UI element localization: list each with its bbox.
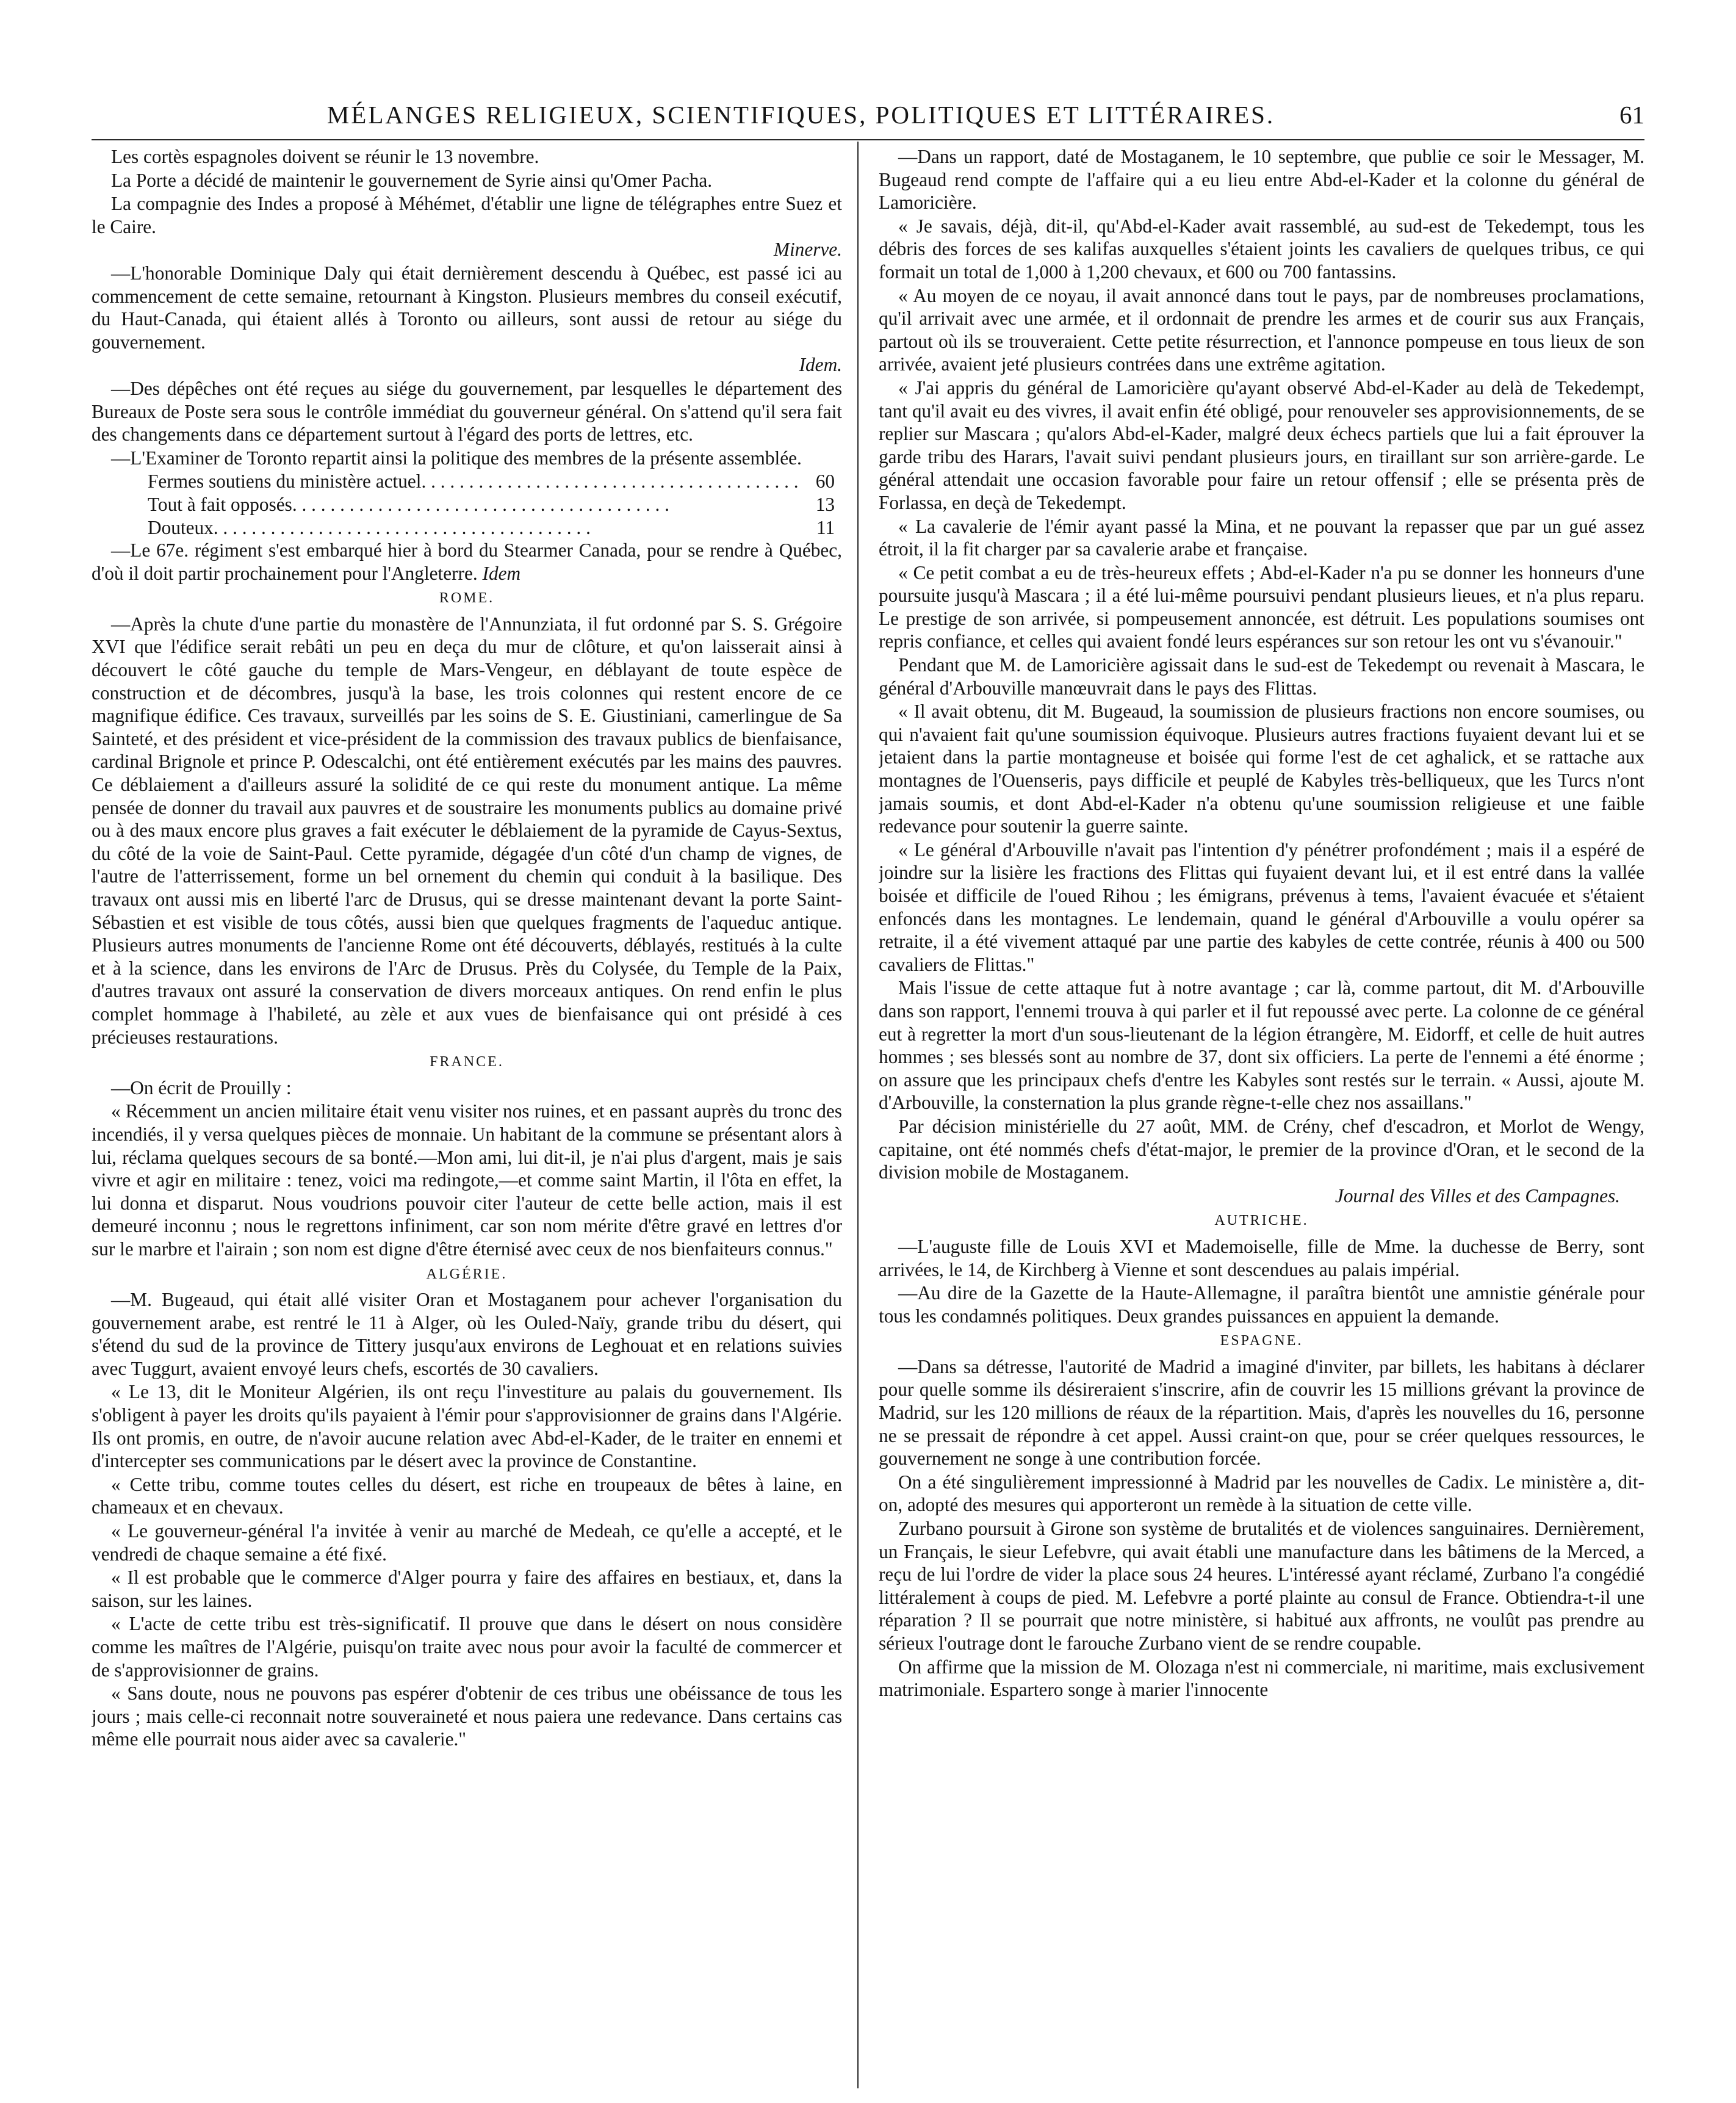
paragraph: « Le 13, dit le Moniteur Algérien, ils ont reçu l'investiture au palais du gouvernement. Ils s'obligent à payer les droits qu'ils payaient à l'émir pour s'approvisionner de grains dans l'Algérie. Ils ont promis, en outre, de n'avoir aucune relation avec Abd-el-Kader, de le traiter en ennemi et d'intercepter ses communications par le désert avec la province de Constantine. bbox=[92, 1381, 842, 1472]
paragraph: « Récemment un ancien militaire était venu visiter nos ruines, et en passant auprès du tronc des incendiés, il y versa quelques pièces de monnaie. Un habitant de la commune se présentant alors à lui, réclama quelques secours de sa bonté.—Mon ami, lui dit-il, je n'ai plus d'argent, mais je sais vivre et agir en militaire : tenez, voici ma redingote,—et comme saint Martin, il l'ôta en effet, la lui donna et disparut. Nous voudrions pouvoir citer l'auteur de cette belle action, mais il est demeuré inconnu ; nous le regrettons infiniment, car son nom mérite d'être gravé en lettres d'or sur le marbre et l'airain ; son nom est digne d'être éternisé avec ceux de nos bienfaiteurs connus." bbox=[92, 1100, 842, 1260]
section-heading-autriche: AUTRICHE. bbox=[1214, 1213, 1309, 1229]
right-column bbox=[879, 145, 1644, 2086]
paragraph: « Sans doute, nous ne pouvons pas espérer d'obtenir de ces tribus une obéissance de tous les jours ; mais celle-ci reconnait notre souveraineté et nous paiera une redevance. Dans certains cas même elle pourrait nous aider avec sa cavalerie." bbox=[92, 1683, 842, 1750]
tally-row bbox=[92, 493, 842, 516]
paragraph: « Je savais, déjà, dit-il, qu'Abd-el-Kader avait rassemblé, au sud-est de Tekedempt, tous les débris des forces de ses kalifas auxquelles s'étaient joints les cavaliers de quelques tribus, ce qui formait un total de 1,000 à 1,200 chevaux, et 600 ou 700 fantassins. bbox=[879, 215, 1644, 283]
paragraph: —M. Bugeaud, qui était allé visiter Oran et Mostaganem pour achever l'organisation du gouvernement arabe, est rentré le 11 à Alger, où les Ouled-Naïy, grande tribu du désert, qui s'étend du sud de la province de Tittery jusqu'aux environs de Leghouat et en relations suivies avec Tuggurt, avaient envoyé leurs chefs, escortés de 30 cavaliers. bbox=[92, 1289, 842, 1379]
tally-label: Douteux. . . . bbox=[148, 516, 802, 539]
paragraph: La Porte a décidé de maintenir le gouvernement de Syrie ainsi qu'Omer Pacha. bbox=[111, 169, 713, 191]
tally-row bbox=[92, 516, 842, 539]
paragraph: « Au moyen de ce noyau, il avait annoncé dans tout le pays, par de nombreuses proclamations, qu'il arrivait avec une armée, et il ordonnait de prendre les armes et de courir sus aux Français, partout où ils se trouveraient. Cette petite résurrection, et l'annonce pompeuse en tous lieux de son arrivée, avaient jeté plusieurs contrées dans une extrême agitation. bbox=[879, 284, 1644, 375]
paragraph: « J'ai appris du général de Lamoricière qu'ayant observé Abd-el-Kader au delà de Tekedempt, tant qu'il avait eu des vivres, il avait enfin été obligé, pour renouveler ses approvisionnements, de se replier sur Mascara ; qu'alors Abd-el-Kader, malgré deux échecs partiels que lui a fait éprouver la garde tribu des Harars, l'avait suivi pendant plusieurs jours, en tiraillant sur son arrière-garde. Le général attendait une occasion favorable pour faire un retour offensif ; elle se présenta près de Forlassa, en deçà de Tekedempt. bbox=[879, 377, 1644, 513]
section-heading-espagne: ESPAGNE. bbox=[1220, 1333, 1303, 1349]
paragraph bbox=[92, 192, 842, 261]
paragraph bbox=[92, 539, 842, 585]
paragraph: « La cavalerie de l'émir ayant passé la Mina, et ne pouvant la repasser que par un gué assez étroit, il la fit charger par sa cavalerie arabe et française. bbox=[879, 515, 1644, 560]
paragraph: —Après la chute d'une partie du monastère de l'Annunziata, il fut ordonné par S. S. Grégoire XVI que l'édifice serait rebâti un peu en deça du mur de clôture, et qu'on laisserait ainsi à découvert le côté gauche du temple de Mars-Vengeur, en déblayant de toute espèce de construction et de décombres, jusqu'à la base, les trois colonnes qui restent encore de ce magnifique édifice. Ces travaux, surveillés par les soins de S. E. Giustiniani, camerlingue de Sa Sainteté, et des président et vice-président de la commission des travaux publics de bienfaisance, cardinal Brignole et prince P. Odescalchi, ont été entièrement exécutés par les mains des pauvres. Ce déblaiement a d'ailleurs assuré la solidité de ce qui reste du monument antique. La même pensée de donner du travail aux pauvres et de soustraire les monuments publics au domaine privé ou à des maux encore plus graves a fait exécuter le déblaiement de la pyramide de Cayus-Sextus, du côté de la voie de Saint-Paul. Cette pyramide, dégagée d'un côté d'un champ de vignes, de l'autre de l'atterrissement, forme un bel ornement du chemin qui conduit à la basilique. Des travaux ont aussi mis en liberté l'arc de Drusus, qui se dresse maintenant devant la porte Saint-Sébastien et est visible de tous côtés, aussi bien que quelques fragments de l'aqueduc antique. Plusieurs autres monuments de l'ancienne Rome ont été découverts, déblayés, restitués à la culte et à la science, dans les environs de l'Arc de Drusus. Près du Colysée, du Temple de la Paix, d'autres travaux ont assuré la conservation de divers morceaux antiques. On rend enfin le plus complet hommage à l'habileté, au zèle et aux vues de bienfaisance qui ont présidé à ces précieuses restaurations. bbox=[92, 613, 842, 1048]
tally-label: Fermes soutiens du ministère actuel. . . . bbox=[148, 470, 802, 493]
paragraph bbox=[92, 262, 842, 377]
paragraph-text: La compagnie des Indes a proposé à Méhémet, d'établir une ligne de télégraphes entre Suez et le Caire. bbox=[92, 193, 842, 237]
paragraph: —L'Examiner de Toronto repartit ainsi la politique des membres de la présente assemblée. bbox=[111, 447, 802, 469]
paragraph: « Le gouverneur-général l'a invitée à venir au marché de Medeah, ce qu'elle a accepté, et le vendredi de chaque semaine a été fixé. bbox=[92, 1520, 842, 1565]
paragraph: Par décision ministérielle du 27 août, MM. de Crény, chef d'escadron, et Morlot de Wengy, capitaine, ont été nommés chefs d'état-major, le premier de la province d'Oran, et le second de la division mobile de Mostaganem. bbox=[879, 1115, 1644, 1183]
section-heading-rome: ROME. bbox=[439, 590, 495, 607]
paragraph: —On écrit de Prouilly : bbox=[111, 1077, 292, 1098]
paragraph: « Il avait obtenu, dit M. Bugeaud, la soumission de plusieurs fractions non encore soumises, ou qui n'avaient fait qu'une soumission équivoque. Plusieurs autres fractions fuyaient devant lui et se jetaient dans la partie montagneuse et boisée qui forme l'est de cet aghalick, et se rattache aux montagnes de l'Ouenseris, pays difficile et peuplé de Kabyles très-belliqueux, que les Turcs n'ont jamais soumis, et dont Abd-el-Kader n'a obtenu qu'une soumission religieuse et une faible redevance pour soutenir la guerre sainte. bbox=[879, 701, 1644, 837]
paragraph: « L'acte de cette tribu est très-significatif. Il prouve que dans le désert on nous considère comme les maîtres de l'Algérie, puisqu'on traite avec nous pour avoir la faculté de commercer et de s'approvisionner de grains. bbox=[92, 1613, 842, 1681]
paragraph: « Le général d'Arbouville n'avait pas l'intention d'y pénétrer profondément ; mais il a espéré de joindre sur la lisière les fractions des Flittas qui fuyaient devant lui, et il est entré dans la vallée boisée et difficile de l'oued Rihou ; les émigrans, prévenus à tems, l'avaient évacuée et s'étaient enfoncés dans les montagnes. Le lendemain, quand le général d'Arbouville a voulu opérer sa retraite, il a été vivement attaqué par une partie des kabyles de cette contrée, réunis à 400 ou 500 cavaliers de Flittas." bbox=[879, 839, 1644, 975]
paragraph: On a été singulièrement impressionné à Madrid par les nouvelles de Cadix. Le ministère a, dit-on, adopté des mesures qui apporteront un remède à la situation de cette ville. bbox=[879, 1471, 1644, 1516]
tally-row bbox=[92, 470, 842, 493]
paragraph-text: —Le 67e. régiment s'est embarqué hier à bord du Stearmer Canada, pour se rendre à Québec, d'où il doit partir prochainement pour l'Angleterre. bbox=[92, 539, 842, 584]
source-tag: Idem. bbox=[799, 354, 842, 376]
section-heading-france: FRANCE. bbox=[430, 1054, 504, 1070]
page-title: MÉLANGES RELIGIEUX, SCIENTIFIQUES, POLITIQUES ET LITTÉRAIRES. bbox=[326, 101, 1275, 129]
paragraph: —Au dire de la Gazette de la Haute-Allemagne, il paraîtra bientôt une amnistie générale pour tous les condamnés politiques. Deux grandes puissances en appuient la demande. bbox=[879, 1282, 1644, 1327]
tally-label: Tout à fait opposés. . . . bbox=[148, 493, 802, 516]
paragraph: —L'auguste fille de Louis XVI et Mademoiselle, fille de Mme. la duchesse de Berry, sont arrivées, le 14, de Kirchberg à Vienne et sont descendues au palais impérial. bbox=[879, 1235, 1644, 1280]
tally-value: 60 bbox=[815, 471, 835, 492]
paragraph: « Cette tribu, comme toutes celles du désert, est riche en troupeaux de bêtes à laine, en chameaux et en chevaux. bbox=[92, 1473, 842, 1518]
tally-value: 11 bbox=[816, 516, 835, 538]
tally-value: 13 bbox=[815, 493, 835, 515]
paragraph: —Des dépêches ont été reçues au siége du gouvernement, par lesquelles le département des Bureaux de Poste sera sous le contrôle immédiat du gouverneur général. On s'attend qu'il sera fait des changements dans ce département surtout à l'égard des ports de lettres, etc. bbox=[92, 377, 842, 445]
source-tag: Idem bbox=[482, 562, 521, 584]
source-tag: Journal des Villes et des Campagnes. bbox=[1334, 1185, 1620, 1207]
paragraph: On affirme que la mission de M. Olozaga n'est ni commerciale, ni maritime, mais exclusivement matrimoniale. Espartero songe à marier l'innocente bbox=[879, 1656, 1644, 1701]
column-divider bbox=[857, 142, 859, 2088]
tally-table bbox=[92, 470, 842, 539]
page-header bbox=[79, 98, 1644, 142]
paragraph: Pendant que M. de Lamoricière agissait dans le sud-est de Tekedempt ou revenait à Mascara, le général d'Arbouville manœuvrait dans le pays des Flittas. bbox=[879, 654, 1644, 699]
page-number: 61 bbox=[1619, 101, 1644, 129]
paragraph: —Dans sa détresse, l'autorité de Madrid a imaginé d'inviter, par billets, les habitans à déclarer pour quelle somme ils désireraient s'inscrire, afin de couvrir les 15 millions grévant la province de Madrid, sur les 120 millions de réaux de la répartition. Mais, d'après les nouvelles du 16, personne ne se pressait de répondre à cet appel. Aussi craint-on que, pour se créer quelques ressources, le gouvernement ne songe à une contribution forcée. bbox=[879, 1355, 1644, 1470]
header-rule bbox=[92, 139, 1644, 140]
left-column bbox=[92, 145, 842, 2086]
paragraph: Les cortès espagnoles doivent se réunir le 13 novembre. bbox=[111, 146, 539, 167]
source-tag: Minerve. bbox=[773, 239, 842, 261]
paragraph: « Il est probable que le commerce d'Alger pourra y faire des affaires en bestiaux, et, dans la saison, sur les laines. bbox=[92, 1567, 842, 1611]
paragraph: Mais l'issue de cette attaque fut à notre avantage ; car là, comme partout, dit M. d'Arbouville dans son rapport, l'ennemi trouva à qui parler et il fut repoussé avec perte. La colonne de ce général eut à regretter la mort d'un sous-lieutenant de la légion étrangère, M. Eidorff, et celle de huit autres hommes ; ses blessés sont au nombre de 37, dont six officiers. La perte de l'ennemi a été énorme ; on assure que les principaux chefs d'entre les Kabyles sont restés sur le terrain. « Aussi, ajoute M. d'Arbouville, la consternation la plus grande règne-t-elle chez nos assaillans." bbox=[879, 977, 1644, 1114]
paragraph: —Dans un rapport, daté de Mostaganem, le 10 septembre, que publie ce soir le Messager, M. Bugeaud rend compte de l'affaire qui a eu lieu entre Abd-el-Kader et la colonne du général de Lamoricière. bbox=[879, 146, 1644, 214]
paragraph-text: —L'honorable Dominique Daly qui était dernièrement descendu à Québec, est passé ici au commencement de cette semaine, retournant à Kingston. Plusieurs membres du conseil exécutif, du Haut-Canada, qui étaient allés à Toronto ou ailleurs, sont aussi de retour au siége du gouvernement. bbox=[92, 262, 842, 353]
paragraph: « Ce petit combat a eu de très-heureux effets ; Abd-el-Kader n'a pu se donner les honneurs d'une poursuite jusqu'à Mascara ; il a été lui-même poursuivi pendant plusieurs lieues, et n'a plus reparu. Le prestige de son arrivée, si pompeusement annoncée, est détruit. Les populations soumises ont repris confiance, et celles qui avaient fondé leurs espérances sur son retour les ont vu s'évanouir." bbox=[879, 561, 1644, 652]
paragraph: Zurbano poursuit à Girone son système de brutalités et de violences sanguinaires. Dernièrement, un Français, le sieur Lefebvre, qui avait établi une manufacture dans les bâtimens de la Merced, a reçu de lui l'ordre de vider la place sous 24 heures. L'intéressé ayant réclamé, Zurbano l'a congédié littéralement à coups de pied. M. Lefebvre a porté plainte au consul de France. Obtiendra-t-il une réparation ? Il se pourrait que notre ministère, si habitué aux affronts, ne voulût pas prendre au sérieux l'outrage dont le farouche Zurbano vient de se rendre coupable. bbox=[879, 1518, 1644, 1654]
section-heading-algerie: ALGÉRIE. bbox=[426, 1266, 508, 1282]
